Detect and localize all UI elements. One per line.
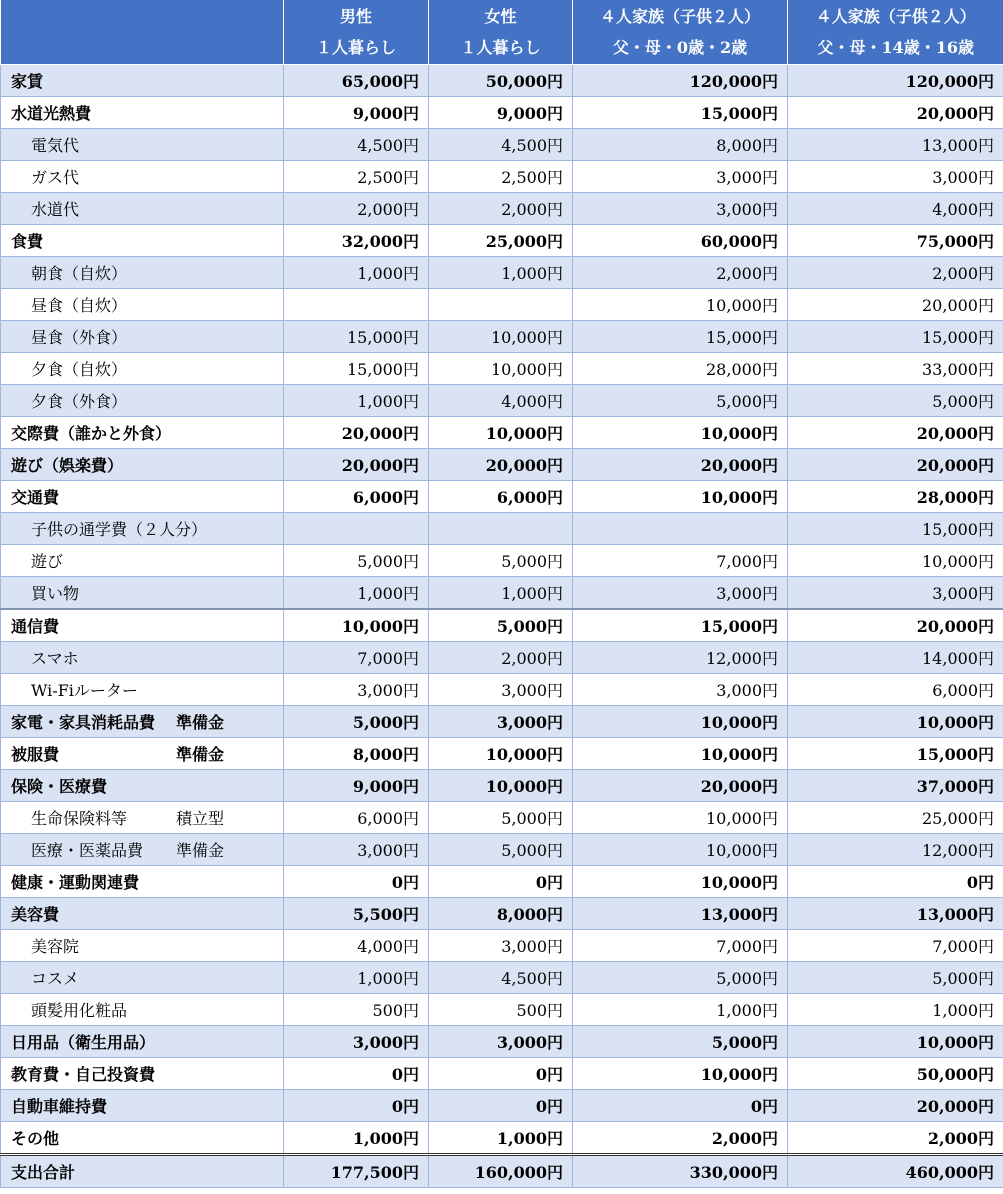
- row-label-text: 昼食（自炊）: [31, 296, 128, 315]
- amount-cell: [284, 513, 429, 545]
- amount-cell: 4,500円: [284, 129, 429, 161]
- amount-cell: [284, 289, 429, 321]
- amount-cell: 12,000円: [788, 834, 1003, 866]
- total-label: 支出合計: [1, 1155, 284, 1188]
- table-row: [1, 129, 1003, 161]
- amount-cell: 1,000円: [429, 257, 573, 289]
- header-line: １人暮らし: [315, 38, 396, 57]
- amount-cell: 4,500円: [429, 129, 573, 161]
- amount-cell: 2,000円: [284, 193, 429, 225]
- amount-cell: 7,000円: [573, 545, 788, 577]
- table-row: [1, 706, 1003, 738]
- row-label-text: 夕食（自炊）: [31, 360, 128, 379]
- table-row: [1, 994, 1003, 1026]
- amount-cell: 20,000円: [573, 770, 788, 802]
- row-label: [1, 225, 284, 257]
- amount-cell: 20,000円: [788, 609, 1003, 642]
- amount-cell: 2,000円: [573, 1122, 788, 1155]
- header-line: 女性: [484, 7, 517, 26]
- amount-cell: 5,000円: [573, 385, 788, 417]
- table-row: [1, 898, 1003, 930]
- total-amount-cell: 177,500円: [284, 1155, 429, 1188]
- amount-cell: 3,000円: [788, 577, 1003, 610]
- amount-cell: 5,000円: [429, 834, 573, 866]
- row-label: [1, 577, 284, 610]
- row-label: [1, 674, 284, 706]
- amount-cell: 120,000円: [788, 65, 1003, 97]
- amount-cell: 5,000円: [429, 545, 573, 577]
- row-label: [1, 930, 284, 962]
- amount-cell: 10,000円: [788, 1026, 1003, 1058]
- amount-cell: 12,000円: [573, 642, 788, 674]
- amount-cell: 3,000円: [429, 1026, 573, 1058]
- row-label-text: 健康・運動関連費: [11, 873, 140, 892]
- table-row: [1, 1090, 1003, 1122]
- row-label: [1, 417, 284, 449]
- amount-cell: 10,000円: [284, 609, 429, 642]
- row-label: [1, 898, 284, 930]
- amount-cell: 1,000円: [573, 994, 788, 1026]
- table-row: [1, 161, 1003, 193]
- amount-cell: 15,000円: [788, 321, 1003, 353]
- row-label: [1, 866, 284, 898]
- amount-cell: 20,000円: [788, 1090, 1003, 1122]
- amount-cell: 20,000円: [284, 417, 429, 449]
- table-row: [1, 97, 1003, 129]
- row-label: [1, 353, 284, 385]
- amount-cell: 75,000円: [788, 225, 1003, 257]
- row-label: [1, 545, 284, 577]
- amount-cell: 8,000円: [284, 738, 429, 770]
- header-line: 男性: [339, 7, 372, 26]
- amount-cell: 10,000円: [429, 417, 573, 449]
- amount-cell: 25,000円: [429, 225, 573, 257]
- amount-cell: 15,000円: [573, 97, 788, 129]
- amount-cell: 4,000円: [429, 385, 573, 417]
- amount-cell: 7,000円: [573, 930, 788, 962]
- amount-cell: 4,000円: [284, 930, 429, 962]
- table-row: [1, 770, 1003, 802]
- amount-cell: 13,000円: [573, 898, 788, 930]
- row-label: [1, 449, 284, 481]
- amount-cell: 10,000円: [429, 770, 573, 802]
- row-label: [1, 802, 284, 834]
- amount-cell: 10,000円: [429, 738, 573, 770]
- total-amount-cell: 160,000円: [429, 1155, 573, 1188]
- amount-cell: 1,000円: [788, 994, 1003, 1026]
- amount-cell: 1,000円: [284, 385, 429, 417]
- row-label-text: 水道代: [31, 200, 80, 219]
- amount-cell: 50,000円: [788, 1058, 1003, 1090]
- amount-cell: 14,000円: [788, 642, 1003, 674]
- table-row: [1, 289, 1003, 321]
- amount-cell: 0円: [284, 1058, 429, 1090]
- amount-cell: 6,000円: [429, 481, 573, 513]
- row-note: 準備金: [176, 841, 225, 860]
- table-row: [1, 802, 1003, 834]
- amount-cell: 33,000円: [788, 353, 1003, 385]
- row-label-text: 美容院: [31, 937, 80, 956]
- table-row: [1, 257, 1003, 289]
- row-label: [1, 97, 284, 129]
- amount-cell: [429, 513, 573, 545]
- amount-cell: 10,000円: [429, 353, 573, 385]
- row-note: 準備金: [176, 713, 225, 732]
- row-label-text: 美容費: [11, 905, 60, 924]
- amount-cell: 3,000円: [284, 834, 429, 866]
- total-amount-cell: 460,000円: [788, 1155, 1003, 1188]
- amount-cell: 10,000円: [788, 706, 1003, 738]
- amount-cell: 28,000円: [788, 481, 1003, 513]
- header-line: ４人家族（子供２人）: [599, 7, 760, 26]
- amount-cell: 20,000円: [573, 449, 788, 481]
- amount-cell: 6,000円: [788, 674, 1003, 706]
- amount-cell: 7,000円: [788, 930, 1003, 962]
- table-header: [1, 0, 1003, 65]
- amount-cell: 8,000円: [573, 129, 788, 161]
- amount-cell: 20,000円: [788, 417, 1003, 449]
- amount-cell: 20,000円: [284, 449, 429, 481]
- row-label-text: 子供の通学費（２人分）: [31, 520, 208, 539]
- amount-cell: 9,000円: [429, 97, 573, 129]
- row-label-text: スマホ: [31, 649, 79, 668]
- amount-cell: 5,000円: [573, 1026, 788, 1058]
- table-row: [1, 321, 1003, 353]
- row-label: [1, 481, 284, 513]
- row-label-text: 交際費（誰かと外食）: [11, 424, 172, 443]
- amount-cell: 15,000円: [284, 321, 429, 353]
- row-label-text: 生命保険料等: [31, 809, 128, 828]
- amount-cell: 1,000円: [429, 1122, 573, 1155]
- amount-cell: 500円: [429, 994, 573, 1026]
- amount-cell: 1,000円: [284, 962, 429, 994]
- header-line: １人暮らし: [460, 38, 541, 57]
- amount-cell: 3,000円: [284, 1026, 429, 1058]
- amount-cell: 9,000円: [284, 97, 429, 129]
- amount-cell: 13,000円: [788, 898, 1003, 930]
- table-row: [1, 577, 1003, 610]
- header-male-single: [284, 0, 429, 65]
- row-label: [1, 129, 284, 161]
- header-line: ４人家族（子供２人）: [815, 7, 976, 26]
- table-row: [1, 930, 1003, 962]
- total-amount-cell: 330,000円: [573, 1155, 788, 1188]
- amount-cell: 65,000円: [284, 65, 429, 97]
- amount-cell: 3,000円: [429, 930, 573, 962]
- amount-cell: 2,000円: [788, 1122, 1003, 1155]
- amount-cell: [429, 289, 573, 321]
- amount-cell: 2,000円: [429, 193, 573, 225]
- amount-cell: 5,000円: [284, 706, 429, 738]
- amount-cell: 9,000円: [284, 770, 429, 802]
- amount-cell: 6,000円: [284, 802, 429, 834]
- row-label-text: 夕食（外食）: [31, 392, 128, 411]
- total-row: [1, 1155, 1003, 1188]
- row-label-text: 家電・家具消耗品費: [11, 713, 156, 732]
- amount-cell: 1,000円: [429, 577, 573, 610]
- amount-cell: 28,000円: [573, 353, 788, 385]
- row-label-text: 水道光熱費: [11, 104, 92, 123]
- table-row: [1, 225, 1003, 257]
- amount-cell: 5,000円: [788, 385, 1003, 417]
- row-label-text: 電気代: [31, 136, 80, 155]
- amount-cell: 20,000円: [788, 97, 1003, 129]
- amount-cell: 2,500円: [284, 161, 429, 193]
- row-label: [1, 1122, 284, 1155]
- amount-cell: 10,000円: [573, 802, 788, 834]
- amount-cell: 2,500円: [429, 161, 573, 193]
- amount-cell: [573, 513, 788, 545]
- row-label: [1, 770, 284, 802]
- table-row: [1, 449, 1003, 481]
- table-row: [1, 866, 1003, 898]
- amount-cell: 3,000円: [429, 706, 573, 738]
- amount-cell: 15,000円: [573, 321, 788, 353]
- row-label-text: 頭髪用化粧品: [31, 1001, 128, 1020]
- amount-cell: 3,000円: [573, 161, 788, 193]
- row-label-text: 通信費: [11, 617, 60, 636]
- amount-cell: 4,500円: [429, 962, 573, 994]
- row-label-text: 家賃: [11, 72, 44, 91]
- row-label-text: 教育費・自己投資費: [11, 1065, 156, 1084]
- amount-cell: 5,000円: [429, 802, 573, 834]
- row-label: [1, 1026, 284, 1058]
- amount-cell: 32,000円: [284, 225, 429, 257]
- amount-cell: 37,000円: [788, 770, 1003, 802]
- table-body: [1, 65, 1003, 1188]
- amount-cell: 25,000円: [788, 802, 1003, 834]
- table-row: [1, 834, 1003, 866]
- amount-cell: 0円: [573, 1090, 788, 1122]
- row-note: 積立型: [176, 809, 225, 828]
- table-row: [1, 545, 1003, 577]
- amount-cell: 10,000円: [573, 417, 788, 449]
- row-label-text: 昼食（外食）: [31, 328, 128, 347]
- amount-cell: 15,000円: [573, 609, 788, 642]
- amount-cell: 15,000円: [788, 513, 1003, 545]
- header-line: 父・母・14歳・16歳: [817, 38, 975, 57]
- row-label-text: 食費: [11, 232, 44, 251]
- header-line: 父・母・0歳・2歳: [612, 38, 748, 57]
- table-row: [1, 385, 1003, 417]
- row-label-text: その他: [11, 1129, 60, 1148]
- amount-cell: 20,000円: [788, 449, 1003, 481]
- row-label-text: 遊び: [31, 552, 64, 571]
- amount-cell: 0円: [429, 1058, 573, 1090]
- row-label-text: 被服費: [11, 745, 60, 764]
- table-row: [1, 1122, 1003, 1155]
- row-label-text: 日用品（衛生用品）: [11, 1033, 156, 1052]
- table-row: [1, 642, 1003, 674]
- amount-cell: 1,000円: [284, 1122, 429, 1155]
- table-row: [1, 193, 1003, 225]
- table-row: [1, 1026, 1003, 1058]
- amount-cell: 13,000円: [788, 129, 1003, 161]
- amount-cell: 2,000円: [788, 257, 1003, 289]
- table-row: [1, 353, 1003, 385]
- row-label: [1, 161, 284, 193]
- amount-cell: 3,000円: [573, 193, 788, 225]
- row-label: [1, 738, 284, 770]
- row-note: 準備金: [176, 745, 225, 764]
- row-label: [1, 321, 284, 353]
- row-label-text: 買い物: [31, 584, 80, 603]
- amount-cell: 10,000円: [573, 866, 788, 898]
- amount-cell: 1,000円: [284, 577, 429, 610]
- table-row: [1, 1058, 1003, 1090]
- row-label-text: 医療・医薬品費: [31, 841, 144, 860]
- amount-cell: 50,000円: [429, 65, 573, 97]
- amount-cell: 500円: [284, 994, 429, 1026]
- header-corner: [1, 0, 284, 65]
- table-row: [1, 738, 1003, 770]
- row-label-text: コスメ: [31, 969, 80, 988]
- amount-cell: 10,000円: [573, 1058, 788, 1090]
- row-label: [1, 513, 284, 545]
- amount-cell: 0円: [429, 1090, 573, 1122]
- table-row: [1, 481, 1003, 513]
- amount-cell: 120,000円: [573, 65, 788, 97]
- amount-cell: 0円: [284, 1090, 429, 1122]
- row-label-text: ガス代: [31, 168, 80, 187]
- table-row: [1, 417, 1003, 449]
- header-family-young: [573, 0, 788, 65]
- table-row: [1, 513, 1003, 545]
- row-label-text: 朝食（自炊）: [31, 264, 128, 283]
- amount-cell: 10,000円: [429, 321, 573, 353]
- row-label: [1, 193, 284, 225]
- amount-cell: 5,500円: [284, 898, 429, 930]
- amount-cell: 20,000円: [788, 289, 1003, 321]
- amount-cell: 2,000円: [429, 642, 573, 674]
- amount-cell: 10,000円: [573, 289, 788, 321]
- amount-cell: 6,000円: [284, 481, 429, 513]
- header-female-single: [429, 0, 573, 65]
- amount-cell: 10,000円: [573, 834, 788, 866]
- row-label: [1, 289, 284, 321]
- amount-cell: 10,000円: [573, 738, 788, 770]
- amount-cell: 15,000円: [788, 738, 1003, 770]
- amount-cell: 20,000円: [429, 449, 573, 481]
- row-label: [1, 962, 284, 994]
- row-label: [1, 642, 284, 674]
- amount-cell: 2,000円: [573, 257, 788, 289]
- row-label-text: 交通費: [11, 488, 60, 507]
- row-label-text: Wi-Fiルーター: [31, 681, 138, 700]
- row-label: [1, 1090, 284, 1122]
- amount-cell: 10,000円: [788, 545, 1003, 577]
- row-label: [1, 609, 284, 642]
- amount-cell: 5,000円: [788, 962, 1003, 994]
- amount-cell: 0円: [788, 866, 1003, 898]
- amount-cell: 5,000円: [284, 545, 429, 577]
- amount-cell: 0円: [284, 866, 429, 898]
- amount-cell: 5,000円: [573, 962, 788, 994]
- amount-cell: 0円: [429, 866, 573, 898]
- amount-cell: 4,000円: [788, 193, 1003, 225]
- amount-cell: 15,000円: [284, 353, 429, 385]
- table-row: [1, 962, 1003, 994]
- amount-cell: 3,000円: [429, 674, 573, 706]
- amount-cell: 60,000円: [573, 225, 788, 257]
- row-label: [1, 1058, 284, 1090]
- table-row: [1, 674, 1003, 706]
- row-label-text: 保険・医療費: [11, 777, 108, 796]
- amount-cell: 1,000円: [284, 257, 429, 289]
- row-label: [1, 834, 284, 866]
- amount-cell: 10,000円: [573, 706, 788, 738]
- header-family-teen: [788, 0, 1003, 65]
- row-label: [1, 994, 284, 1026]
- row-label: [1, 706, 284, 738]
- amount-cell: 3,000円: [573, 674, 788, 706]
- amount-cell: 10,000円: [573, 481, 788, 513]
- table-row: [1, 609, 1003, 642]
- amount-cell: 3,000円: [573, 577, 788, 610]
- row-label-text: 自動車維持費: [11, 1097, 108, 1116]
- amount-cell: 3,000円: [788, 161, 1003, 193]
- amount-cell: 8,000円: [429, 898, 573, 930]
- table-row: [1, 65, 1003, 97]
- amount-cell: 7,000円: [284, 642, 429, 674]
- amount-cell: 5,000円: [429, 609, 573, 642]
- row-label: [1, 385, 284, 417]
- row-label: [1, 65, 284, 97]
- amount-cell: 3,000円: [284, 674, 429, 706]
- row-label: [1, 257, 284, 289]
- row-label-text: 遊び（娯楽費）: [11, 456, 124, 475]
